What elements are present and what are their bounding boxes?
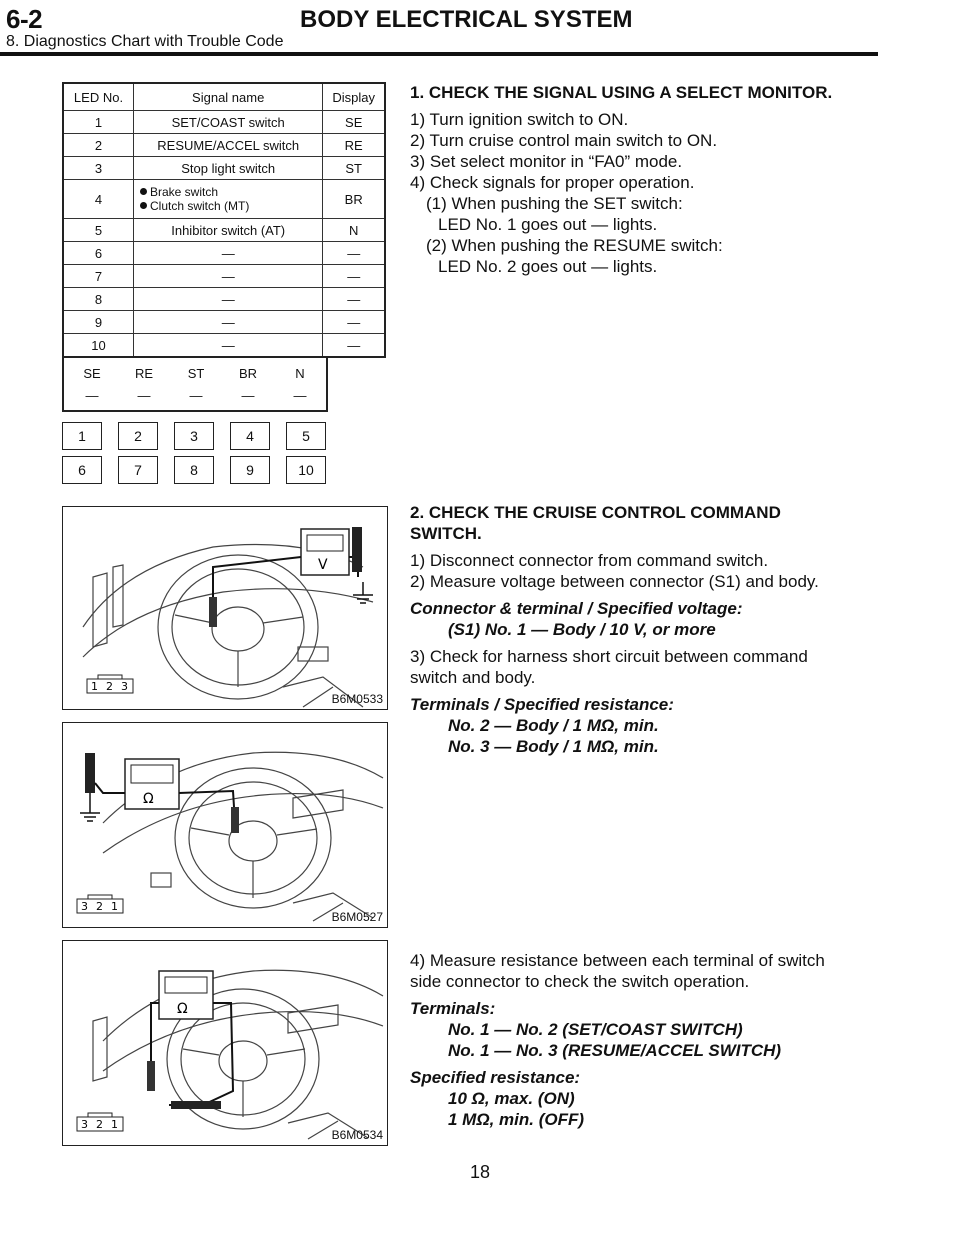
svg-text:3: 3 bbox=[121, 680, 128, 693]
display-label: BR bbox=[238, 366, 258, 381]
led-number-box: 10 bbox=[286, 456, 326, 484]
cell-signal: SET/COAST switch bbox=[133, 111, 322, 134]
svg-text:2: 2 bbox=[96, 900, 103, 913]
cell-display: — bbox=[323, 242, 385, 265]
cell-display: RE bbox=[323, 134, 385, 157]
led-number-box: 2 bbox=[118, 422, 158, 450]
led-number-box: 7 bbox=[118, 456, 158, 484]
cell-no: 3 bbox=[63, 157, 133, 180]
svg-text:3: 3 bbox=[81, 900, 88, 913]
cell-display: N bbox=[323, 219, 385, 242]
section-1-heading: 1. CHECK THE SIGNAL USING A SELECT MONITOR. bbox=[410, 83, 833, 102]
spec-label: Terminals: bbox=[410, 999, 496, 1018]
page-subtitle: 8. Diagnostics Chart with Trouble Code bbox=[6, 33, 284, 50]
step: 4) Check signals for proper operation. bbox=[410, 173, 695, 192]
spec-value: (S1) No. 1 — Body / 10 V, or more bbox=[448, 620, 716, 639]
svg-text:1: 1 bbox=[91, 680, 98, 693]
svg-text:1: 1 bbox=[111, 1118, 118, 1131]
display-dash: — bbox=[293, 388, 307, 403]
substep-result: LED No. 1 goes out — lights. bbox=[438, 215, 658, 234]
substep: (1) When pushing the SET switch: bbox=[426, 194, 683, 213]
led-number-row-2 bbox=[62, 456, 332, 486]
table-row bbox=[63, 134, 385, 157]
cell-no: 10 bbox=[63, 334, 133, 358]
step: 3) Check for harness short circuit between command bbox=[410, 647, 808, 666]
spec-label: Connector & terminal / Specified voltage: bbox=[410, 599, 743, 618]
section-code: 6-2 bbox=[6, 4, 43, 34]
table-row bbox=[63, 265, 385, 288]
section-2-text-cont bbox=[410, 950, 880, 1130]
cell-display: BR bbox=[323, 180, 385, 219]
steering-wheel-illustration bbox=[63, 941, 387, 1145]
led-number-box: 4 bbox=[230, 422, 270, 450]
svg-text:3: 3 bbox=[81, 1118, 88, 1131]
section-2-heading-cont: SWITCH. bbox=[410, 524, 482, 543]
cell-signal: Inhibitor switch (AT) bbox=[133, 219, 322, 242]
spec-value: No. 1 — No. 3 (RESUME/ACCEL SWITCH) bbox=[448, 1041, 782, 1060]
page-title: BODY ELECTRICAL SYSTEM bbox=[300, 6, 633, 33]
steering-wheel-illustration bbox=[63, 507, 387, 709]
led-number-box: 3 bbox=[174, 422, 214, 450]
bullet-icon bbox=[140, 202, 147, 209]
figure-id: B6M0534 bbox=[331, 1128, 383, 1142]
cell-no: 5 bbox=[63, 219, 133, 242]
display-dash: — bbox=[85, 388, 99, 403]
spec-label: Terminals / Specified resistance: bbox=[410, 695, 674, 714]
meter-symbol: Ω bbox=[177, 1001, 188, 1017]
cell-signal: — bbox=[133, 242, 322, 265]
display-label: ST bbox=[187, 366, 205, 381]
table-row bbox=[63, 242, 385, 265]
section-2-text bbox=[410, 502, 880, 757]
col-led-no: LED No. bbox=[63, 83, 133, 111]
table-row bbox=[63, 334, 385, 358]
step-cont: switch and body. bbox=[410, 668, 536, 687]
figure-id: B6M0527 bbox=[331, 910, 383, 924]
page-number: 18 bbox=[470, 1162, 491, 1182]
cell-no: 2 bbox=[63, 134, 133, 157]
spec-value: No. 1 — No. 2 (SET/COAST SWITCH) bbox=[448, 1020, 743, 1039]
cell-display: — bbox=[323, 311, 385, 334]
step: 3) Set select monitor in “FA0” mode. bbox=[410, 152, 683, 171]
spec-value: No. 3 — Body / 1 MΩ, min. bbox=[448, 737, 659, 756]
table-row bbox=[63, 180, 385, 219]
cell-signal-list bbox=[133, 180, 322, 219]
led-number-box: 6 bbox=[62, 456, 102, 484]
led-signal-table bbox=[62, 82, 386, 358]
display-dash: — bbox=[137, 388, 151, 403]
cell-no: 1 bbox=[63, 111, 133, 134]
display-label: RE bbox=[134, 366, 154, 381]
col-display: Display bbox=[323, 83, 385, 111]
section-2-heading: 2. CHECK THE CRUISE CONTROL COMMAND bbox=[410, 503, 781, 522]
substep: (2) When pushing the RESUME switch: bbox=[426, 236, 723, 255]
monitor-display-panel bbox=[62, 356, 328, 412]
step: 1) Disconnect connector from command switch. bbox=[410, 551, 769, 570]
cell-display: ST bbox=[323, 157, 385, 180]
step: 2) Turn cruise control main switch to ON. bbox=[410, 131, 718, 150]
spec-value: 1 MΩ, min. (OFF) bbox=[448, 1110, 585, 1129]
cell-display: — bbox=[323, 334, 385, 358]
signal-item: Clutch switch (MT) bbox=[149, 199, 250, 213]
svg-text:1: 1 bbox=[111, 900, 118, 913]
cell-no: 8 bbox=[63, 288, 133, 311]
cell-signal: RESUME/ACCEL switch bbox=[133, 134, 322, 157]
cell-signal: — bbox=[133, 311, 322, 334]
cell-signal: — bbox=[133, 288, 322, 311]
table-row bbox=[63, 311, 385, 334]
table-row bbox=[63, 219, 385, 242]
step-cont: side connector to check the switch operation. bbox=[410, 972, 750, 991]
meter-symbol: Ω bbox=[143, 791, 154, 807]
table-row bbox=[63, 111, 385, 134]
section-1-text bbox=[410, 82, 880, 277]
cell-no: 9 bbox=[63, 311, 133, 334]
led-number-row-1 bbox=[62, 422, 332, 452]
svg-text:2: 2 bbox=[106, 680, 113, 693]
spec-value: No. 2 — Body / 1 MΩ, min. bbox=[448, 716, 659, 735]
steering-wheel-illustration bbox=[63, 723, 387, 927]
display-dash: — bbox=[189, 388, 203, 403]
figure-resistance-check-switch bbox=[62, 940, 388, 1146]
led-number-box: 1 bbox=[62, 422, 102, 450]
step: 4) Measure resistance between each terminal of switch bbox=[410, 951, 825, 970]
led-number-box: 9 bbox=[230, 456, 270, 484]
signal-item: Brake switch bbox=[149, 185, 219, 199]
display-dash: — bbox=[241, 388, 255, 403]
step: 1) Turn ignition switch to ON. bbox=[410, 110, 629, 129]
cell-display: — bbox=[323, 288, 385, 311]
figure-id: B6M0533 bbox=[331, 692, 383, 706]
cell-signal: — bbox=[133, 334, 322, 358]
display-label: N bbox=[295, 366, 305, 381]
table-row bbox=[63, 157, 385, 180]
spec-value: 10 Ω, max. (ON) bbox=[448, 1089, 575, 1108]
col-signal-name: Signal name bbox=[133, 83, 322, 111]
step: 2) Measure voltage between connector (S1) and body. bbox=[410, 572, 819, 591]
substep-result: LED No. 2 goes out — lights. bbox=[438, 257, 658, 276]
cell-display: — bbox=[323, 265, 385, 288]
bullet-icon bbox=[140, 188, 147, 195]
led-number-box: 8 bbox=[174, 456, 214, 484]
svg-text:2: 2 bbox=[96, 1118, 103, 1131]
cell-no: 4 bbox=[63, 180, 133, 219]
spec-label: Specified resistance: bbox=[410, 1068, 581, 1087]
figure-voltage-check bbox=[62, 506, 388, 710]
table-row bbox=[63, 288, 385, 311]
table-header-row bbox=[63, 83, 385, 111]
figure-resistance-check-body bbox=[62, 722, 388, 928]
header-rule bbox=[0, 52, 878, 56]
led-number-box: 5 bbox=[286, 422, 326, 450]
cell-no: 6 bbox=[63, 242, 133, 265]
cell-signal: — bbox=[133, 265, 322, 288]
display-label: SE bbox=[83, 366, 101, 381]
cell-no: 7 bbox=[63, 265, 133, 288]
meter-symbol: V bbox=[318, 557, 328, 573]
cell-display: SE bbox=[323, 111, 385, 134]
cell-signal: Stop light switch bbox=[133, 157, 322, 180]
